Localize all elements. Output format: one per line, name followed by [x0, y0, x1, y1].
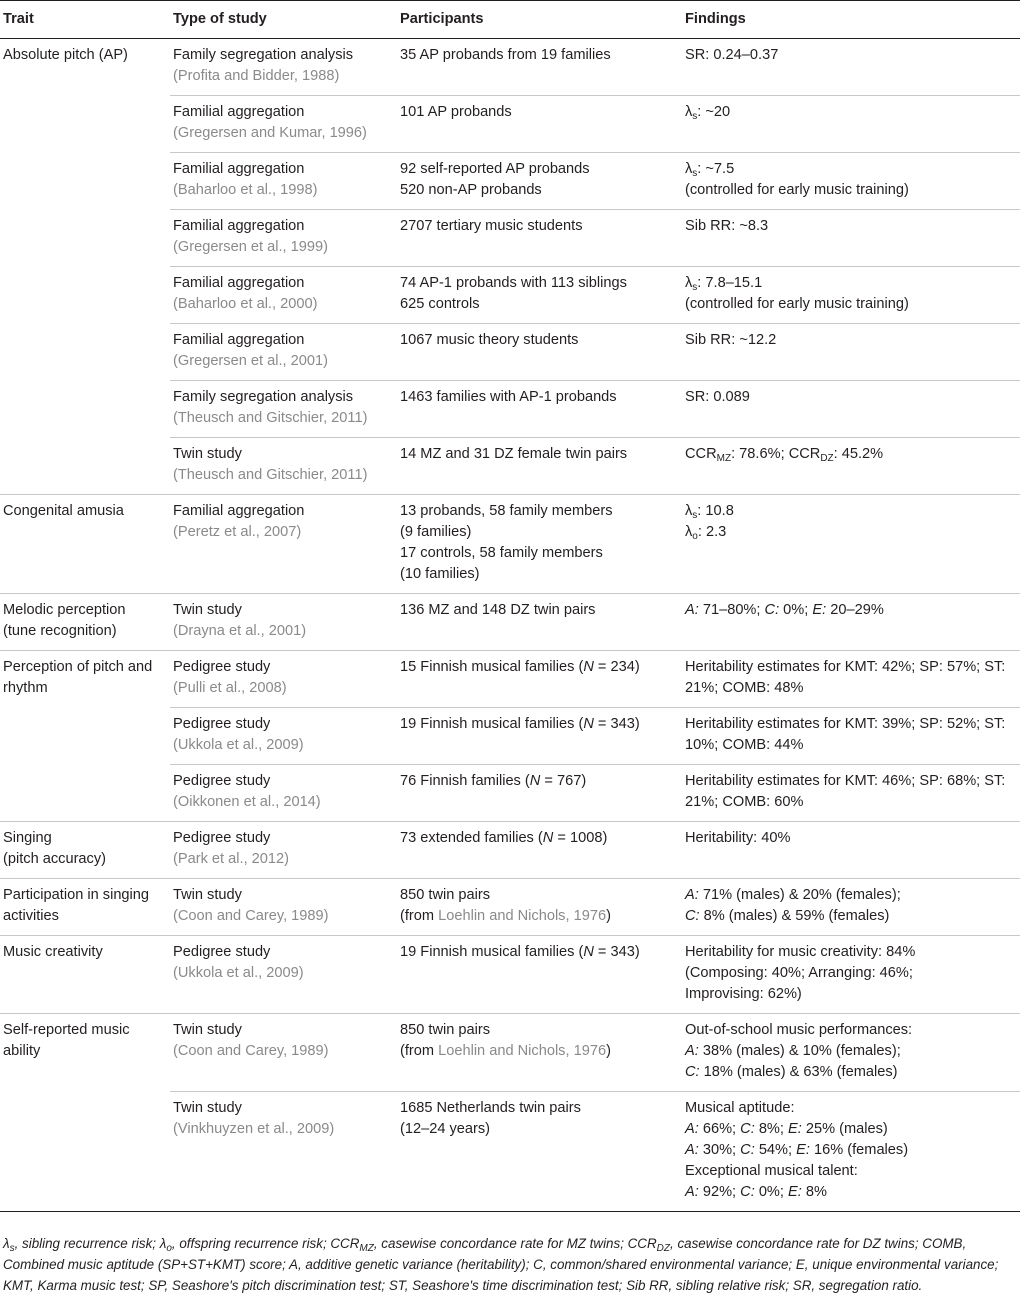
table-row: [0, 936, 1020, 1014]
cell-participants: 1463 families with AP-1 probands: [397, 381, 682, 438]
cell-trait: [0, 1092, 170, 1212]
citation-link[interactable]: Baharloo et al., 2000: [177, 296, 313, 312]
cell-study-type: Twin study (Theusch and Gitschier, 2011): [170, 438, 397, 495]
citation-link[interactable]: Profita and Bidder, 1988: [177, 68, 335, 84]
citation-link[interactable]: Oikkonen et al., 2014: [177, 794, 316, 810]
cell-participants: 76 Finnish families (N = 767): [397, 765, 682, 822]
cell-trait: [0, 96, 170, 153]
cell-study-type: Familial aggregation (Baharloo et al., 2000): [170, 267, 397, 324]
header-row: [0, 1, 1020, 39]
citation-link[interactable]: Drayna et al., 2001: [177, 623, 302, 639]
citation-link[interactable]: Park et al., 2012: [177, 851, 285, 867]
cell-participants: 92 self-reported AP probands 520 non-AP probands: [397, 153, 682, 210]
cell-findings: A: 71% (males) & 20% (females); C: 8% (males) & 59% (females): [682, 879, 1020, 936]
cell-findings: Heritability estimates for KMT: 39%; SP: 52%; ST: 10%; COMB: 44%: [682, 708, 1020, 765]
cell-trait: [0, 324, 170, 381]
cell-participants: 19 Finnish musical families (N = 343): [397, 708, 682, 765]
cell-trait: [0, 153, 170, 210]
cell-study-type: Twin study (Coon and Carey, 1989): [170, 1014, 397, 1092]
citation-link[interactable]: Pulli et al., 2008: [177, 680, 282, 696]
table-row: [0, 267, 1020, 324]
cell-trait: Participation in singing activities: [0, 879, 170, 936]
header-trait: Trait: [0, 1, 170, 39]
table-row: [0, 324, 1020, 381]
table-row: [0, 381, 1020, 438]
cell-trait: [0, 708, 170, 765]
cell-participants: 74 AP-1 probands with 113 siblings 625 controls: [397, 267, 682, 324]
cell-findings: $\lambda_s$: 10.8 $\lambda_o$: 2.3: [682, 495, 1020, 594]
cell-findings: SR: 0.24–0.37: [685, 47, 779, 63]
cell-trait: [0, 381, 170, 438]
cell-trait: Music creativity: [0, 936, 170, 1014]
cell-findings: Sib RR: ~8.3: [682, 210, 1020, 267]
cell-participants: 1067 music theory students: [397, 324, 682, 381]
cell-findings: Musical aptitude: A: 66%; C: 8%; E: 25% (males) A: 30%; C: 54%; E: 16% (females) Exceptional musical talent: A: 92%; C: 0%; E: 8%: [682, 1092, 1020, 1212]
table-row: [0, 879, 1020, 936]
cell-trait: Melodic perception (tune recognition): [0, 594, 170, 651]
cell-findings: Out-of-school music performances: A: 38% (males) & 10% (females); C: 18% (males) & 63% (females): [682, 1014, 1020, 1092]
citation-link[interactable]: Theusch and Gitschier, 2011: [177, 467, 363, 483]
cell-findings: Heritability estimates for KMT: 46%; SP: 68%; ST: 21%; COMB: 60%: [682, 765, 1020, 822]
table-row: [0, 1092, 1020, 1212]
cell-trait: [0, 267, 170, 324]
cell-participants: 13 probands, 58 family members (9 families) 17 controls, 58 family members (10 families): [397, 495, 682, 594]
header-study-type: Type of study: [170, 1, 397, 39]
table-row: [0, 708, 1020, 765]
table-body: [0, 39, 1020, 1212]
citation-link[interactable]: Vinkhuyzen et al., 2009: [177, 1121, 330, 1137]
citation-link[interactable]: Coon and Carey, 1989: [177, 908, 324, 924]
cell-trait: [0, 438, 170, 495]
table-row: [0, 822, 1020, 879]
citation-link[interactable]: Loehlin and Nichols, 1976: [438, 908, 607, 924]
cell-participants: 73 extended families (N = 1008): [397, 822, 682, 879]
cell-participants: 850 twin pairs (from Loehlin and Nichols, 1976): [397, 1014, 682, 1092]
cell-study-type: Familial aggregation (Baharloo et al., 1998): [170, 153, 397, 210]
cell-participants: 15 Finnish musical families (N = 234): [397, 651, 682, 708]
citation-link[interactable]: Ukkola et al., 2009: [177, 965, 299, 981]
cell-trait: [0, 765, 170, 822]
table-row: [0, 210, 1020, 267]
cell-trait: Self-reported music ability: [0, 1014, 170, 1092]
table-row: [0, 153, 1020, 210]
table-footnote: $\lambda_s$, sibling recurrence risk; $\lambda_o$, offspring recurrence risk; $CCR_{MZ}$, casewise concordance rate for MZ twins; $CCR_{DZ}$, casewise concordance rate for DZ twins; COMB, Combined music aptitude (SP+ST+KMT) score; A, additive genetic variance (heritability); C, common/shared environmental variance; E, unique environmental variance; KMT, Karma music test; SP, Seashore's pitch discrimination test; ST, Seashore's time discrimination test; Sib RR, sibling relative risk; SR, segregation ratio.: [3, 1236, 999, 1293]
table-row: [0, 438, 1020, 495]
cell-trait: Perception of pitch and rhythm: [0, 651, 170, 708]
cell-study-type: Pedigree study (Ukkola et al., 2009): [170, 708, 397, 765]
cell-participants: 1685 Netherlands twin pairs (12–24 years): [397, 1092, 682, 1212]
table-row: [0, 1014, 1020, 1092]
header-findings: Findings: [682, 1, 1020, 39]
cell-findings: $CCR_{MZ}$: 78.6%; $CCR_{DZ}$: 45.2%: [682, 438, 1020, 495]
citation-link[interactable]: Gregersen et al., 2001: [177, 353, 324, 369]
cell-study-type: Twin study (Coon and Carey, 1989): [170, 879, 397, 936]
cell-study-type: Pedigree study (Ukkola et al., 2009): [170, 936, 397, 1014]
citation-link[interactable]: Ukkola et al., 2009: [177, 737, 299, 753]
cell-study-type: Pedigree study (Pulli et al., 2008): [170, 651, 397, 708]
cell-study-type: Pedigree study (Park et al., 2012): [170, 822, 397, 879]
cell-participants: 35 AP probands from 19 families: [400, 47, 611, 63]
cell-study-type: Family segregation analysis (Profita and Bidder, 1988): [173, 47, 354, 84]
table-row: [0, 765, 1020, 822]
cell-study-type: Twin study (Drayna et al., 2001): [170, 594, 397, 651]
citation-link[interactable]: Gregersen et al., 1999: [177, 239, 324, 255]
cell-findings: $\lambda_s$: ~7.5 (controlled for early music training): [682, 153, 1020, 210]
cell-findings: SR: 0.089: [682, 381, 1020, 438]
citation-link[interactable]: Theusch and Gitschier, 2011: [177, 410, 363, 426]
cell-participants: 101 AP probands: [397, 96, 682, 153]
cell-findings: Heritability estimates for KMT: 42%; SP: 57%; ST: 21%; COMB: 48%: [682, 651, 1020, 708]
cell-findings: $\lambda_s$: 7.8–15.1 (controlled for early music training): [682, 267, 1020, 324]
table-row: [0, 651, 1020, 708]
cell-participants: 19 Finnish musical families (N = 343): [397, 936, 682, 1014]
citation-link[interactable]: Gregersen and Kumar, 1996: [177, 125, 363, 141]
citation-link[interactable]: Baharloo et al., 1998: [177, 182, 313, 198]
cell-study-type: Familial aggregation (Gregersen et al., 1999): [170, 210, 397, 267]
table-row: [0, 495, 1020, 594]
cell-participants: 136 MZ and 148 DZ twin pairs: [397, 594, 682, 651]
cell-study-type: Pedigree study (Oikkonen et al., 2014): [170, 765, 397, 822]
table-row: [0, 594, 1020, 651]
cell-participants: 2707 tertiary music students: [397, 210, 682, 267]
header-participants: Participants: [397, 1, 682, 39]
table-row: [0, 96, 1020, 153]
cell-trait: [0, 210, 170, 267]
cell-findings: Sib RR: ~12.2: [682, 324, 1020, 381]
cell-findings: Heritability: 40%: [682, 822, 1020, 879]
cell-findings: Heritability for music creativity: 84% (Composing: 40%; Arranging: 46%; Improvising: 62%): [682, 936, 1020, 1014]
cell-participants: 850 twin pairs (from Loehlin and Nichols, 1976): [397, 879, 682, 936]
table-row: [0, 39, 1020, 96]
cell-study-type: Family segregation analysis (Theusch and Gitschier, 2011): [170, 381, 397, 438]
cell-findings: A: 71–80%; C: 0%; E: 20–29%: [682, 594, 1020, 651]
cell-study-type: Twin study (Vinkhuyzen et al., 2009): [170, 1092, 397, 1212]
cell-participants: 14 MZ and 31 DZ female twin pairs: [397, 438, 682, 495]
cell-trait: Absolute pitch (AP): [3, 47, 128, 63]
cell-study-type: Familial aggregation (Peretz et al., 2007): [170, 495, 397, 594]
cell-findings: $\lambda_s$: ~20: [682, 96, 1020, 153]
citation-link[interactable]: Coon and Carey, 1989: [177, 1043, 324, 1059]
cell-trait: Singing (pitch accuracy): [0, 822, 170, 879]
cell-study-type: Familial aggregation (Gregersen and Kumar, 1996): [170, 96, 397, 153]
citation-link[interactable]: Loehlin and Nichols, 1976: [438, 1043, 607, 1059]
cell-study-type: Familial aggregation (Gregersen et al., 2001): [170, 324, 397, 381]
cell-trait: Congenital amusia: [0, 495, 170, 594]
citation-link[interactable]: Peretz et al., 2007: [177, 524, 297, 540]
